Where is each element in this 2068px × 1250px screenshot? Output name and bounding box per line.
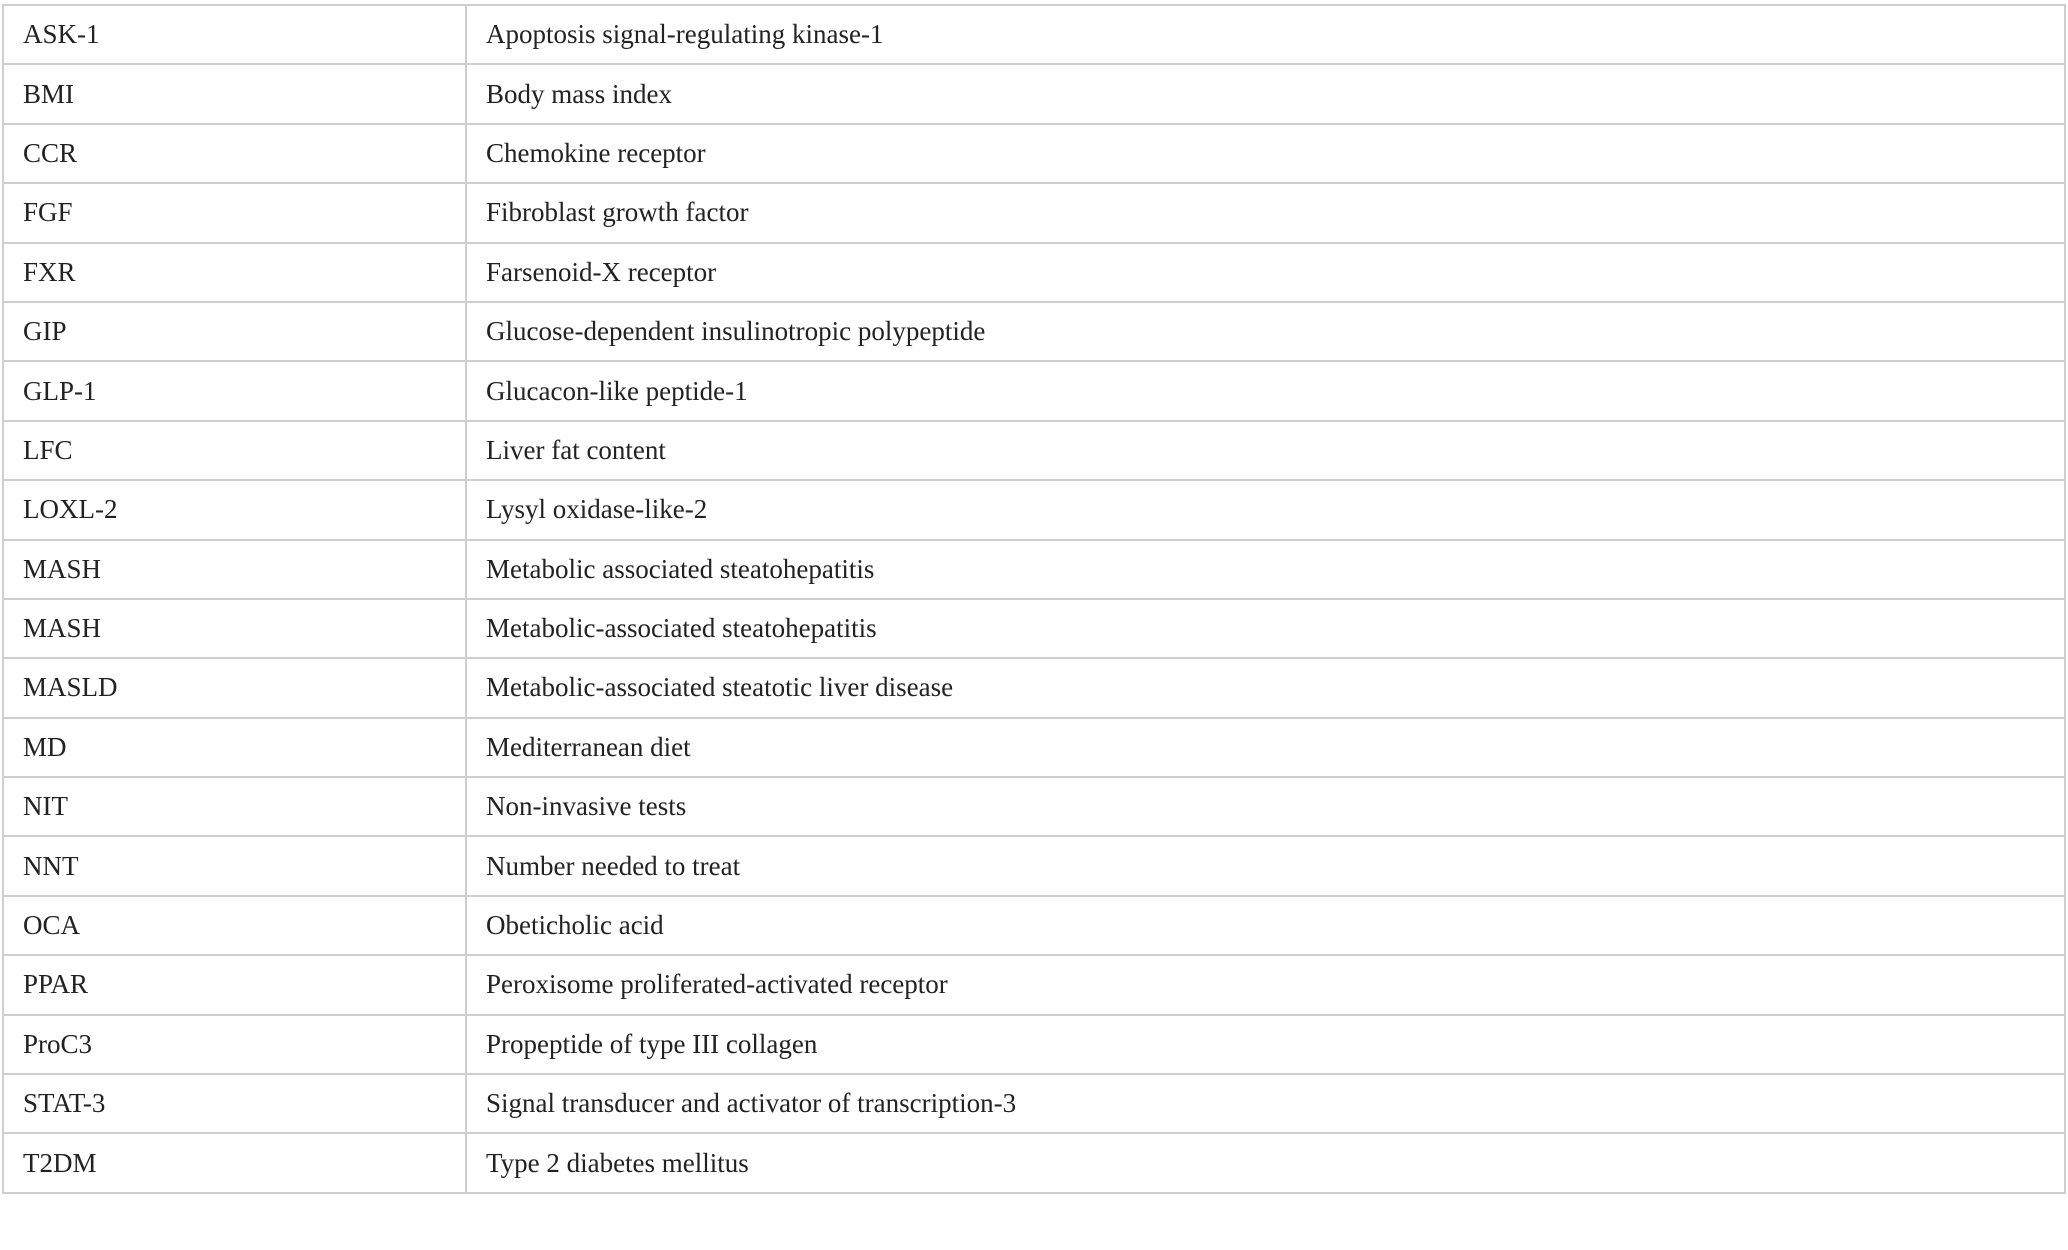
definition-cell: Metabolic-associated steatotic liver disease xyxy=(466,658,2065,717)
table-row xyxy=(3,836,2065,895)
abbreviation-cell: ProC3 xyxy=(3,1015,466,1074)
definition-cell: Farsenoid-X receptor xyxy=(466,243,2065,302)
table-row xyxy=(3,361,2065,420)
table-row xyxy=(3,1015,2065,1074)
abbreviation-cell: GIP xyxy=(3,302,466,361)
abbreviation-cell: GLP-1 xyxy=(3,361,466,420)
table-row xyxy=(3,1133,2065,1192)
abbreviation-cell: ASK-1 xyxy=(3,5,466,64)
definition-cell: Peroxisome proliferated-activated receptor xyxy=(466,955,2065,1014)
table-row xyxy=(3,777,2065,836)
abbreviation-cell: FGF xyxy=(3,183,466,242)
definition-cell: Type 2 diabetes mellitus xyxy=(466,1133,2065,1192)
abbreviations-table-body xyxy=(3,5,2065,1193)
abbreviation-cell: MASLD xyxy=(3,658,466,717)
definition-cell: Signal transducer and activator of transcription-3 xyxy=(466,1074,2065,1133)
table-row xyxy=(3,243,2065,302)
table-row xyxy=(3,718,2065,777)
table-row xyxy=(3,1074,2065,1133)
definition-cell: Non-invasive tests xyxy=(466,777,2065,836)
abbreviation-cell: MASH xyxy=(3,599,466,658)
abbreviation-cell: NNT xyxy=(3,836,466,895)
table-row xyxy=(3,480,2065,539)
definition-cell: Body mass index xyxy=(466,64,2065,123)
definition-cell: Metabolic associated steatohepatitis xyxy=(466,540,2065,599)
abbreviation-cell: LFC xyxy=(3,421,466,480)
definition-cell: Apoptosis signal-regulating kinase-1 xyxy=(466,5,2065,64)
abbreviation-cell: OCA xyxy=(3,896,466,955)
table-row xyxy=(3,64,2065,123)
abbreviation-cell: MD xyxy=(3,718,466,777)
definition-cell: Propeptide of type III collagen xyxy=(466,1015,2065,1074)
abbreviation-cell: STAT-3 xyxy=(3,1074,466,1133)
definition-cell: Mediterranean diet xyxy=(466,718,2065,777)
table-row xyxy=(3,658,2065,717)
definition-cell: Fibroblast growth factor xyxy=(466,183,2065,242)
table-row xyxy=(3,421,2065,480)
abbreviation-cell: CCR xyxy=(3,124,466,183)
definition-cell: Obeticholic acid xyxy=(466,896,2065,955)
table-row xyxy=(3,183,2065,242)
definition-cell: Chemokine receptor xyxy=(466,124,2065,183)
definition-cell: Glucose-dependent insulinotropic polypeptide xyxy=(466,302,2065,361)
abbreviation-cell: FXR xyxy=(3,243,466,302)
table-row xyxy=(3,599,2065,658)
table-row xyxy=(3,124,2065,183)
table-row xyxy=(3,5,2065,64)
abbreviation-cell: PPAR xyxy=(3,955,466,1014)
definition-cell: Lysyl oxidase-like-2 xyxy=(466,480,2065,539)
abbreviation-cell: MASH xyxy=(3,540,466,599)
definition-cell: Number needed to treat xyxy=(466,836,2065,895)
abbreviation-cell: T2DM xyxy=(3,1133,466,1192)
definition-cell: Metabolic-associated steatohepatitis xyxy=(466,599,2065,658)
table-row xyxy=(3,302,2065,361)
table-row xyxy=(3,896,2065,955)
table-row xyxy=(3,540,2065,599)
definition-cell: Glucacon-like peptide-1 xyxy=(466,361,2065,420)
abbreviation-cell: NIT xyxy=(3,777,466,836)
definition-cell: Liver fat content xyxy=(466,421,2065,480)
abbreviation-cell: LOXL-2 xyxy=(3,480,466,539)
abbreviation-cell: BMI xyxy=(3,64,466,123)
abbreviations-table xyxy=(2,4,2066,1194)
table-row xyxy=(3,955,2065,1014)
